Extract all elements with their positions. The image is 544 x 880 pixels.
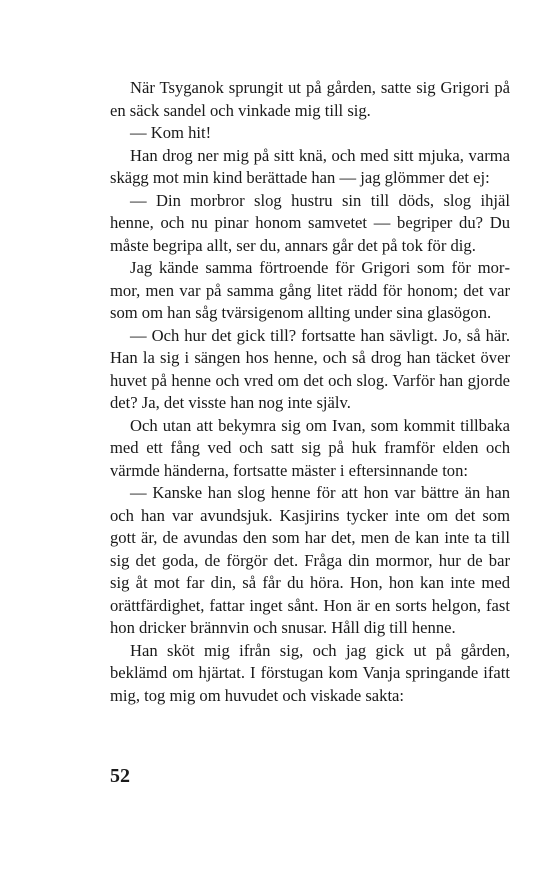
- paragraph-8: — Kanske han slog henne för att hon var bättre än han och han var avundsjuk. Kasjirins tycker inte om det som gott är, de avundas den som har det, men de kan inte ta till sig det goda, de förgör det. Fråga din mormor, hur de bar sig åt mot far din, så får du höra. Hon, hon kan inte med orättfärdighet, fattar inget sånt. Hon är en sorts helgon, fast hon dricker brännvin och snusar. Håll dig till henne.: [110, 483, 510, 637]
- paragraph-2: — Kom hit!: [130, 123, 212, 142]
- paragraph-1: När Tsyganok sprungit ut på gården, satte sig Grigori på en säck sandel och vinkade mig till sig.: [110, 78, 510, 120]
- paragraph-4: — Din morbror slog hustru sin till döds, slog ihjäl henne, och nu pinar honom samvetet — begriper du? Du måste begripa allt, ser du, annars går det på tok för dig.: [110, 190, 510, 255]
- page-number: 52: [110, 765, 130, 787]
- paragraph-5: Jag kände samma förtroende för Grigori som för mormor, men var på samma gång litet rädd för honom; det var som om han såg tvärsigenom allting under sina glasögon.: [110, 258, 510, 322]
- paragraph-6: — Och hur det gick till? fortsatte han sävligt. Jo, så här. Han la sig i sängen hos henne, och så drog han täcket över huvet på henne och vred om det och slog. Varför han gjorde det? Ja, det visste han nog inte själv.: [110, 325, 510, 412]
- paragraph-3: Han drog ner mig på sitt knä, och med sitt mjuka, varma skägg mot min kind berättade han — jag glömmer det ej:: [110, 145, 510, 187]
- paragraph-9: Han sköt mig ifrån sig, och jag gick ut på gården, beklämd om hjärtat. I förstugan kom Vanja springande ifatt mig, tog mig om huvudet och viskade sakta:: [110, 640, 510, 705]
- body-text: [110, 77, 510, 707]
- paragraph-7: Och utan att bekymra sig om Ivan, som kommit tillbaka med ett fång ved och satt sig på huk framför elden och värmde händerna, fortsatte mäster i eftersinnande ton:: [110, 415, 510, 480]
